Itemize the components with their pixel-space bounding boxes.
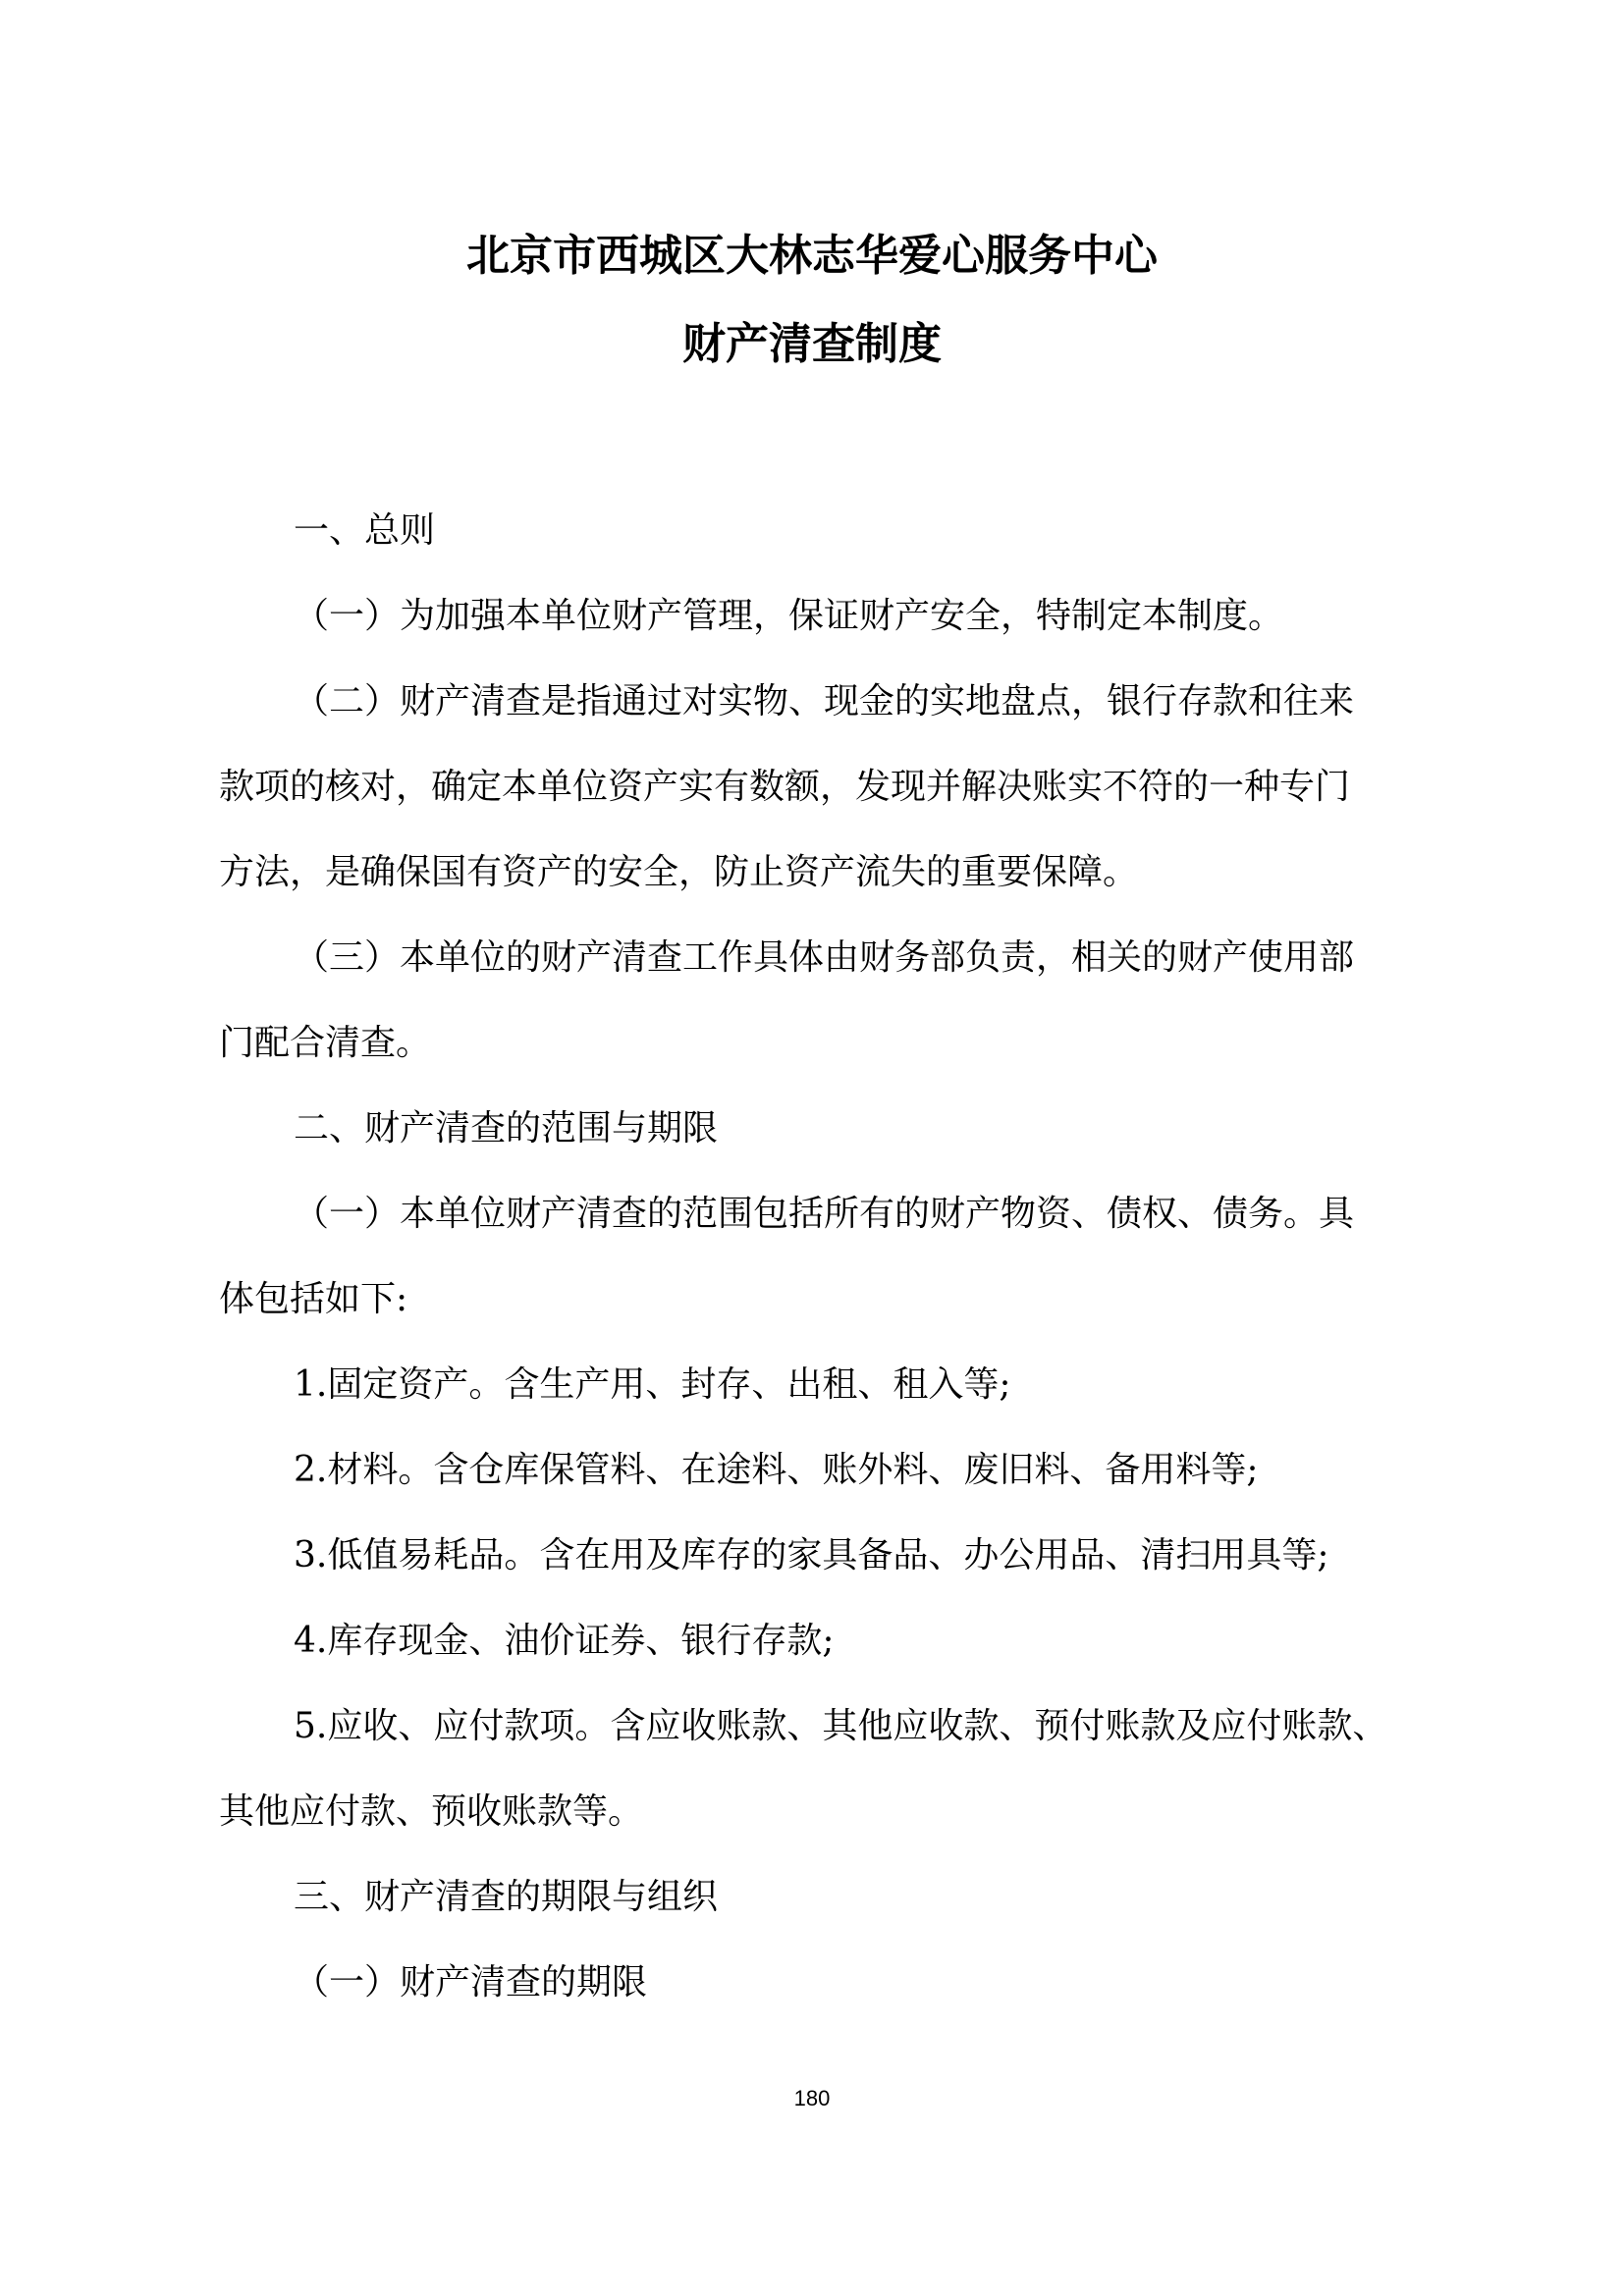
- body-line: 体包括如下:: [219, 1279, 408, 1319]
- body-line: 1.固定资产。含生产用、封存、出租、租入等;: [294, 1364, 1011, 1405]
- body-line: 二、财产清查的范围与期限: [294, 1108, 719, 1148]
- document-title-line2: 财产清查制度: [682, 319, 942, 369]
- body-line: 3.低值易耗品。含在用及库存的家具备品、办公用品、清扫用具等;: [294, 1535, 1329, 1575]
- body-line: 门配合清查。: [219, 1023, 432, 1063]
- body-line: 4.库存现金、油价证券、银行存款;: [294, 1621, 835, 1661]
- body-line: 三、财产清查的期限与组织: [294, 1877, 719, 1917]
- document-body: [219, 488, 1427, 2025]
- body-line: 方法，是确保国有资产的安全，防止资产流失的重要保障。: [219, 852, 1139, 892]
- body-line: （三）本单位的财产清查工作具体由财务部负责，相关的财产使用部: [294, 937, 1355, 978]
- body-line: （二）财产清查是指通过对实物、现金的实地盘点，银行存款和往来: [294, 681, 1355, 721]
- document-title-line1: 北京市西城区大林志华爱心服务中心: [466, 231, 1158, 281]
- body-line: 其他应付款、预收账款等。: [219, 1791, 644, 1832]
- body-line: 2.材料。含仓库保管料、在途料、账外料、废旧料、备用料等;: [294, 1450, 1259, 1490]
- body-line: 5.应收、应付款项。含应收账款、其他应收款、预付账款及应付账款、: [294, 1706, 1388, 1746]
- body-line: （一）财产清查的期限: [294, 1962, 648, 2002]
- body-line: （一）为加强本单位财产管理，保证财产安全，特制定本制度。: [294, 596, 1284, 636]
- page-number: 180: [793, 2086, 831, 2110]
- body-line: 款项的核对，确定本单位资产实有数额，发现并解决账实不符的一种专门: [219, 767, 1351, 807]
- body-line: 一、总则: [294, 510, 436, 551]
- body-line: （一）本单位财产清查的范围包括所有的财产物资、债权、债务。具: [294, 1194, 1355, 1234]
